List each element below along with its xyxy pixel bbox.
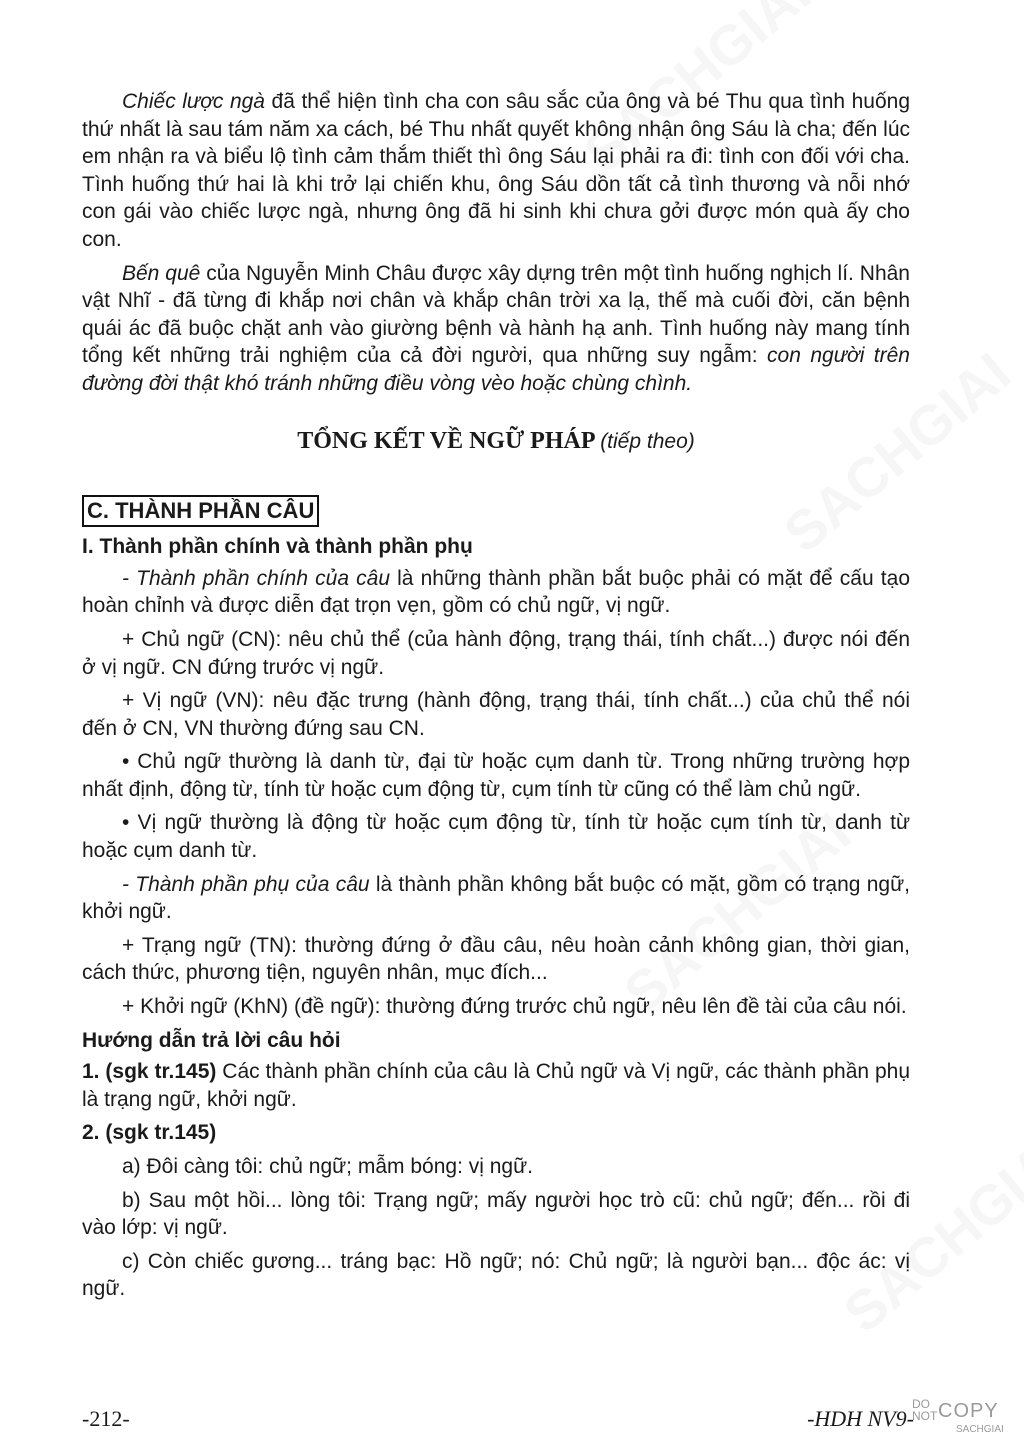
- work-title: Chiếc lược ngà: [122, 90, 265, 113]
- section-heading: I. Thành phần chính và thành phần phụ: [82, 535, 473, 559]
- paragraph-subject: + Chủ ngữ (CN): nêu chủ thể (của hành động, trạng thái, tính chất...) được nói đến ở vị ngữ. CN đứng trước vị ngữ.: [82, 627, 910, 679]
- paragraph-subject-types: • Chủ ngữ thường là danh từ, đại từ hoặc cụm danh từ. Trong những trường hợp nhất định, động từ, tính từ hoặc cụm động từ, cụm tính từ cũng có thể làm chủ ngữ.: [82, 750, 910, 801]
- page-content: [82, 88, 910, 1309]
- answer-text: Các thành phần chính của câu là Chủ ngữ và Vị ngữ, các thành phần phụ là trạng ngữ, khởi ngữ.: [82, 1060, 910, 1111]
- work-title: Bến quê: [122, 261, 201, 285]
- do-not-copy-stamp: [912, 1398, 1012, 1444]
- paragraph-secondary-parts: [82, 871, 910, 926]
- paragraph-ben-que: [82, 260, 910, 398]
- paragraph-text: là những thành phần bắt buộc phải có mặt để cấu tạo hoàn chỉnh và được diễn đạt trọn vẹn, gồm có chủ ngữ, vị ngữ.: [82, 566, 910, 618]
- stamp-not: NOT: [912, 1409, 938, 1423]
- paragraph-adverbial: + Trạng ngữ (TN): thường đứng ở đầu câu, nêu hoàn cảnh không gian, thời gian, cách thức, phương tiện, nguyên nhân, mục đích...: [82, 933, 910, 985]
- stamp-copy: COPY: [938, 1400, 999, 1422]
- paragraph-predicate: + Vị ngữ (VN): nêu đặc trưng (hành động, trạng thái, tính chất...) của chủ thể nói đến ở CN, VN thường đứng sau CN.: [82, 689, 910, 740]
- term-italic: - Thành phần chính của câu: [122, 566, 390, 590]
- section-label: C. THÀNH PHẦN CÂU: [82, 495, 319, 527]
- paragraph-text: là thành phần không bắt buộc có mặt, gồm có trạng ngữ, khởi ngữ.: [82, 872, 910, 924]
- answer-2b: b) Sau một hồi... lòng tôi: Trạng ngữ; mấy người học trò cũ: chủ ngữ; đến... rồi đi vào lớp: vị ngữ.: [82, 1188, 910, 1240]
- paragraph-italic-quote: con người trên đường đời thật khó tránh những điều vòng vèo hoặc chùng chình.: [82, 344, 910, 395]
- guide-heading: Hướng dẫn trả lời câu hỏi: [82, 1028, 341, 1052]
- paragraph-chiec-luoc-nga: [82, 88, 910, 254]
- title-sub: (tiếp theo): [600, 429, 695, 453]
- stamp-brand: SACHGIAI: [956, 1424, 1004, 1435]
- answer-2c: c) Còn chiếc gương... tráng bạc: Hồ ngữ; nó: Chủ ngữ; là người bạn... độc ác: vị ngữ.: [82, 1249, 910, 1301]
- paragraph-topic: + Khởi ngữ (KhN) (đề ngữ): thường đứng trước chủ ngữ, nêu lên đề tài của câu nói.: [122, 995, 907, 1019]
- page-number: -212-: [82, 1406, 130, 1431]
- paragraph-main-parts: [82, 565, 910, 620]
- stamp-do: DO: [912, 1397, 930, 1411]
- answer-2a: a) Đôi càng tôi: chủ ngữ; mẫm bóng: vị ngữ.: [122, 1155, 533, 1178]
- answer-1: [82, 1058, 910, 1113]
- paragraph-text: đã thể hiện tình cha con sâu sắc của ông và bé Thu qua tình huống thứ nhất là sau tám năm xa cách, bé Thu nhất quyết không nhận ông Sáu là cha; đến lúc em nhận ra và biểu lộ tình cảm thắm thiết thì ông Sáu lại phải ra đi: tình con đối với cha. Tình huống thứ hai là khi trở lại chiến khu, ông Sáu dồn tất cả tình thương và nỗi nhớ con gái vào chiếc lược ngà, nhưng ông đã hi sinh khi chưa gởi được món quà ấy cho con.: [82, 90, 910, 251]
- book-code: -HDH NV9-: [807, 1406, 914, 1431]
- question-2-label: 2. (sgk tr.145): [82, 1121, 217, 1145]
- question-label: 1. (sgk tr.145): [82, 1060, 217, 1084]
- paragraph-text: của Nguyễn Minh Châu được xây dựng trên một tình huống nghịch lí. Nhân vật Nhĩ - đã từng đi khắp nơi chân và khắp chân trời xa lạ, thế mà cuối đời, căn bệnh quái ác đã buộc chặt anh vào giường bệnh và hành hạ anh. Tình huống này mang tính tổng kết những trải nghiệm của cả đời người, qua những suy ngẫm:: [82, 261, 910, 368]
- page-title: [82, 428, 910, 456]
- title-main: TỔNG KẾT VỀ NGỮ PHÁP: [297, 427, 595, 454]
- term-italic: - Thành phần phụ của câu: [122, 872, 370, 896]
- paragraph-predicate-types: • Vị ngữ thường là động từ hoặc cụm động từ, tính từ hoặc cụm tính từ, danh từ hoặc cụm danh từ.: [82, 811, 910, 863]
